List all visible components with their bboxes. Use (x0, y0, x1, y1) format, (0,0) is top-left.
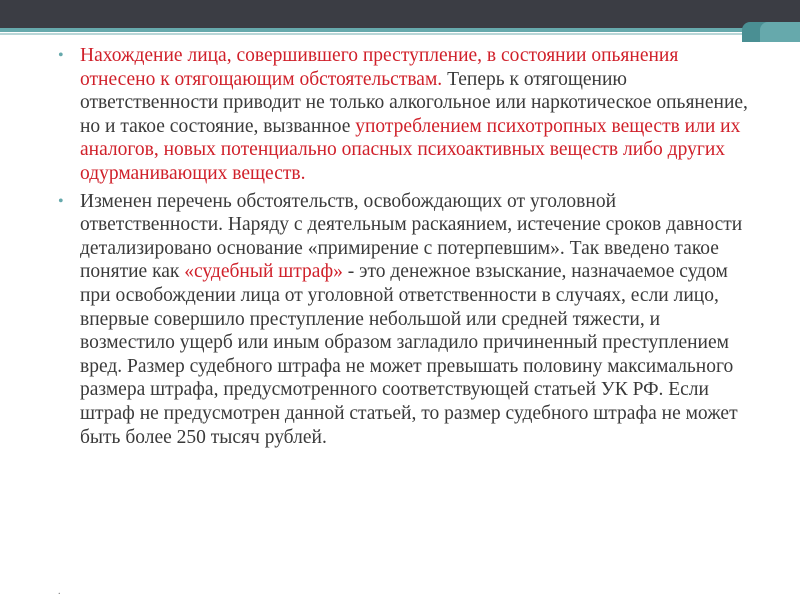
bullet-1-segment-2: Теперь к отягощению ответственности приводит не только алкогольное или наркотическое опьянение, но и такое состояние, вызванное (80, 68, 748, 137)
slide-corner-tab-inner (760, 22, 800, 42)
bullet-1-segment-3: употреблением психотропных веществ или их аналогов, новых потенциально опасных психоактивных веществ либо других одурманивающих веществ. (80, 115, 741, 184)
bullet-2-segment-1: Изменен перечень обстоятельств, освобождающих от уголовной ответственности. Наряду с деятельным раскаянием, истечение сроков давности детализировано основание «примирение с потерпевшим». Так введено такое понятие как (80, 190, 743, 283)
bullet-2-segment-2: «судебный штраф» (184, 261, 343, 283)
slide-header-bar (0, 0, 800, 28)
slide-body (56, 44, 752, 453)
bullet-list (56, 44, 752, 449)
bullet-item-1 (56, 44, 752, 186)
bullet-item-2 (56, 190, 752, 450)
bullet-2-segment-3: - это денежное взыскание, назначаемое судом при освобождении лица от уголовной ответственности в случаях, если лицо, впервые совершило преступление небольшой или средней тяжести, и возместило ущерб или иным образом загладило причиненный преступлением вред. Размер судебного штрафа не может превышать половину максимального размера штрафа, предусмотренного соответствующей статьей УК РФ. Если штраф не предусмотрен данной статьей, то размер судебного штрафа не может быть более 250 тысяч рублей. (80, 261, 738, 448)
slide-accent-bar (0, 28, 800, 32)
bullet-icon: • (58, 47, 64, 64)
bullet-1-segment-1: Нахождение лица, совершившего преступление, в состоянии опьянения отнесено к отягощающим обстоятельствам. (80, 45, 679, 90)
slide-accent-line (0, 33, 800, 35)
footer-mark: . (58, 586, 61, 597)
bullet-icon: • (58, 192, 64, 210)
